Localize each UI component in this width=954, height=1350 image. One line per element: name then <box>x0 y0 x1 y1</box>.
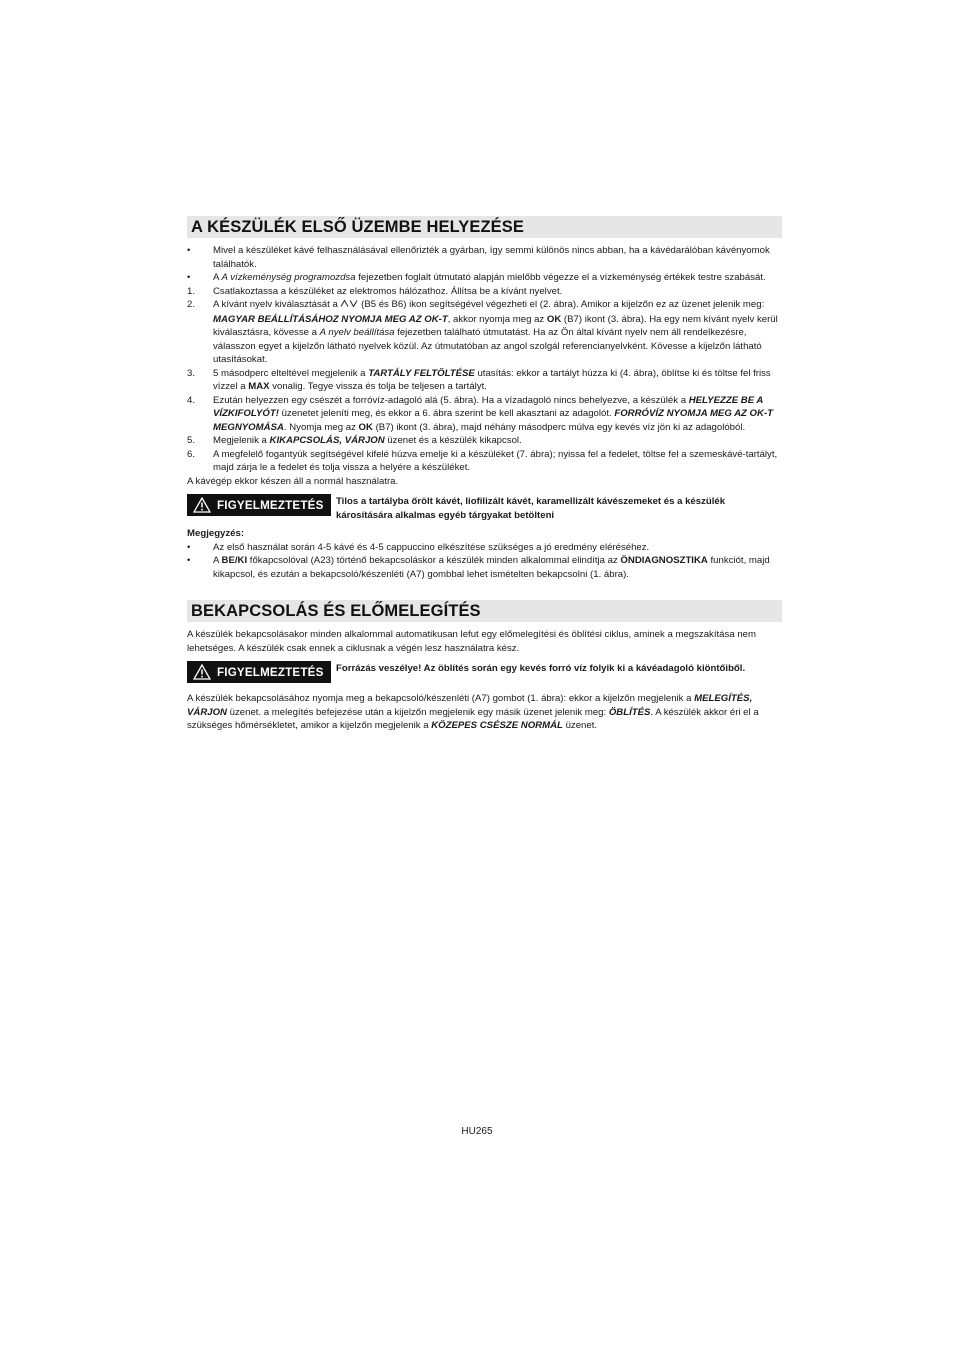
step-text: üzenet és a készülék kikapcsol. <box>384 435 522 446</box>
warning-triangle-icon <box>187 664 217 680</box>
warning-label: FIGYELMEZTETÉS <box>217 665 324 679</box>
display-message: FORRÓVÍZ NYOMJA MEG AZ OK-T MEGNYOMÁSA <box>213 408 774 433</box>
note-title: Megjegyzés: <box>187 528 245 539</box>
display-message: KIKAPCSOLÁS, VÁRJON <box>269 435 385 446</box>
warning-text: Forrázás veszélye! Az öblítés során egy kevés forró víz folyik ki a kávéadagoló kiöntőiből. <box>336 663 746 674</box>
step-item <box>187 434 782 448</box>
section-heading-first-use: A KÉSZÜLÉK ELSŐ ÜZEMBE HELYEZÉSE <box>187 216 782 238</box>
step-text: 5 másodperc elteltével megjelenik a <box>213 367 369 379</box>
step-text: A megfelelő fogantyúk segítségével kifelé húzva emelje ki a készüléket (7. ábra); nyissa fel a fedelet, töltse fel a szemeskávé-tartályt, majd zárja le a fedelet és tolja vissza a helyére a készüléket. <box>213 448 778 473</box>
section-heading-power-on: BEKAPCSOLÁS ÉS ELŐMELEGÍTÉS <box>187 600 782 622</box>
display-message: MELEGÍTÉS, VÁRJON <box>187 693 753 718</box>
step-number: 5. <box>187 435 196 446</box>
step-text: fejezetben található útmutatást. Ha az Ön által kívánt nyelv nem áll rendelkezésre, válasszon egyet a kijelzőn látható nyelvek közül. Az útmutatóban az angol szolgál referencianyelvként. Kövesse a kijelzőn látható utasításokat. <box>213 327 762 365</box>
bullet-item <box>187 244 782 271</box>
paragraph-text: A készülék bekapcsolásához nyomja meg a bekapcsoló/készenléti (A7) gombot (1. ábra): ekkor a kijelzőn megjelenik a <box>187 693 695 704</box>
note-bullet <box>187 541 782 555</box>
step-text: A kívánt nyelv kiválasztását a <box>213 299 341 310</box>
chapter-reference: A vízkeménység programozdsa <box>221 272 356 283</box>
bullet-marker: • <box>187 245 191 256</box>
bullet-marker: • <box>187 272 191 283</box>
step-text: (B5 és B6) ikon segítségével végezheti el (2. ábra). Amikor a kijelzőn ez az üzenet jelenik meg: <box>358 299 765 310</box>
bullet-marker: • <box>187 555 191 566</box>
step-text: Ezután helyezzen egy csészét a forróvíz-adagoló alá (5. ábra). Ha a vízadagoló nincs behelyezve, a készülék a <box>213 394 689 406</box>
display-message: HELYEZZE BE A VÍZKIFOLYÓT! <box>213 394 763 419</box>
step-number: 6. <box>187 448 196 460</box>
step-number: 2. <box>187 299 196 310</box>
button-name: OK <box>358 421 373 433</box>
closing-text: A kávégép ekkor készen áll a normál használatra. <box>187 475 399 487</box>
bullet-text: A <box>213 272 222 283</box>
bullet-item <box>187 271 782 285</box>
bullet-text: Az első használat során 4-5 kávé és 4-5 cappuccino elkészítése szükséges a jó eredmény eléréséhez. <box>213 541 650 553</box>
display-message: MAGYAR BEÁLLÍTÁSÁHOZ NYOMJA MEG AZ OK-T <box>213 313 448 325</box>
step-number: 4. <box>187 394 196 406</box>
warning-badge <box>187 661 331 683</box>
paragraph-text: üzenet. <box>562 720 598 731</box>
step-text: (B7) ikont (3. ábra). Ha egy nem kívánt nyelv kerül kiválasztásra, kövesse a <box>213 313 778 338</box>
step-text: Megjelenik a <box>213 435 270 446</box>
bullet-text: főkapcsolóval (A23) történő bekapcsoláskor a készülék minden alkalommal elindítja az <box>247 555 621 566</box>
step-text: , akkor nyomja meg az <box>447 313 547 325</box>
function-name: ÖNDIAGNOSZTIKA <box>620 555 708 566</box>
warning-box <box>187 661 782 687</box>
bullet-text: A <box>213 555 222 566</box>
note-bullet <box>187 554 782 581</box>
step-item <box>187 367 782 394</box>
step-text: . Nyomja meg az <box>283 421 359 433</box>
warning-text: Tilos a tartályba őrölt kávét, liofilizált kávét, karamellizált kávészemeket és a készülék károsítására alkalmas egyéb tárgyakat betölteni <box>336 496 726 521</box>
bullet-text: funkciót, majd kikapcsol, és ezután a bekapcsoló/készenléti (A7) gombbal lehet ismételten bekapcsolni (1. ábra). <box>213 555 770 580</box>
step-text: Csatlakoztassa a készüléket az elektromos hálózathoz. Állítsa be a kívánt nyelvet. <box>213 285 563 297</box>
power-on-paragraph <box>187 692 782 733</box>
intro-paragraph: A készülék bekapcsolásakor minden alkalommal automatikusan lefut egy előmelegítési és öblítési ciklus, aminek a megszakítása nem lehetséges. A készülék csak ennek a ciklusnak a végén lesz használatra kész. <box>187 629 756 654</box>
display-message: ÖBLÍTÉS <box>608 706 651 718</box>
bullet-text: Mivel a készüléket kávé felhasználásával ellenőrizték a gyárban, így semmi különös nincs abban, ha a kávédarálóban kávényomok találhatók. <box>213 245 770 270</box>
paragraph-text: üzenet. a melegítés befejezése után a kijelzőn megjelenik egy másik üzenet jelenik meg: <box>226 706 609 718</box>
step-item <box>187 394 782 435</box>
step-item <box>187 298 782 367</box>
step-number: 3. <box>187 367 196 379</box>
warning-triangle-icon <box>187 497 217 513</box>
warning-label: FIGYELMEZTETÉS <box>217 498 324 512</box>
document-page <box>187 216 782 733</box>
step-item <box>187 448 782 475</box>
step-text: vonalig. Tegye vissza és tolja be teljesen a tartályt. <box>269 381 487 392</box>
step-number: 1. <box>187 285 196 297</box>
button-name: OK <box>546 313 562 325</box>
up-down-arrows-icon <box>340 299 358 313</box>
chapter-reference: A nyelv beállítása <box>319 327 395 338</box>
warning-badge <box>187 494 331 516</box>
step-text: utasítás: ekkor a tartályt húzza ki (4. ábra), öblítse ki és töltse fel friss vízzel a <box>213 367 771 392</box>
display-message: TARTÁLY FELTÖLTÉSE <box>368 367 475 379</box>
display-message: KÖZEPES CSÉSZE NORMÁL <box>431 720 563 731</box>
step-text: (B7) ikont (3. ábra), majd néhány másodperc múlva egy kevés víz jön ki az adagolóból. <box>372 421 746 433</box>
paragraph-text: . A készülék akkor éri el a szükséges hőmérsékletet, amikor a kijelzőn megjelenik a <box>187 706 759 731</box>
level-mark: MAX <box>248 381 270 392</box>
step-item <box>187 285 782 299</box>
step-text: üzenetet jeleníti meg, és ekkor a 6. ábra szerint be kell akasztani az adagolót. <box>278 408 615 419</box>
bullet-marker: • <box>187 541 191 553</box>
page-number: HU265 <box>461 1126 493 1137</box>
bullet-text: fejezetben foglalt útmutató alapján mielőbb végezze el a vízkeménység értékek testre szabását. <box>355 272 766 283</box>
warning-box <box>187 494 782 522</box>
switch-name: BE/KI <box>221 555 248 566</box>
